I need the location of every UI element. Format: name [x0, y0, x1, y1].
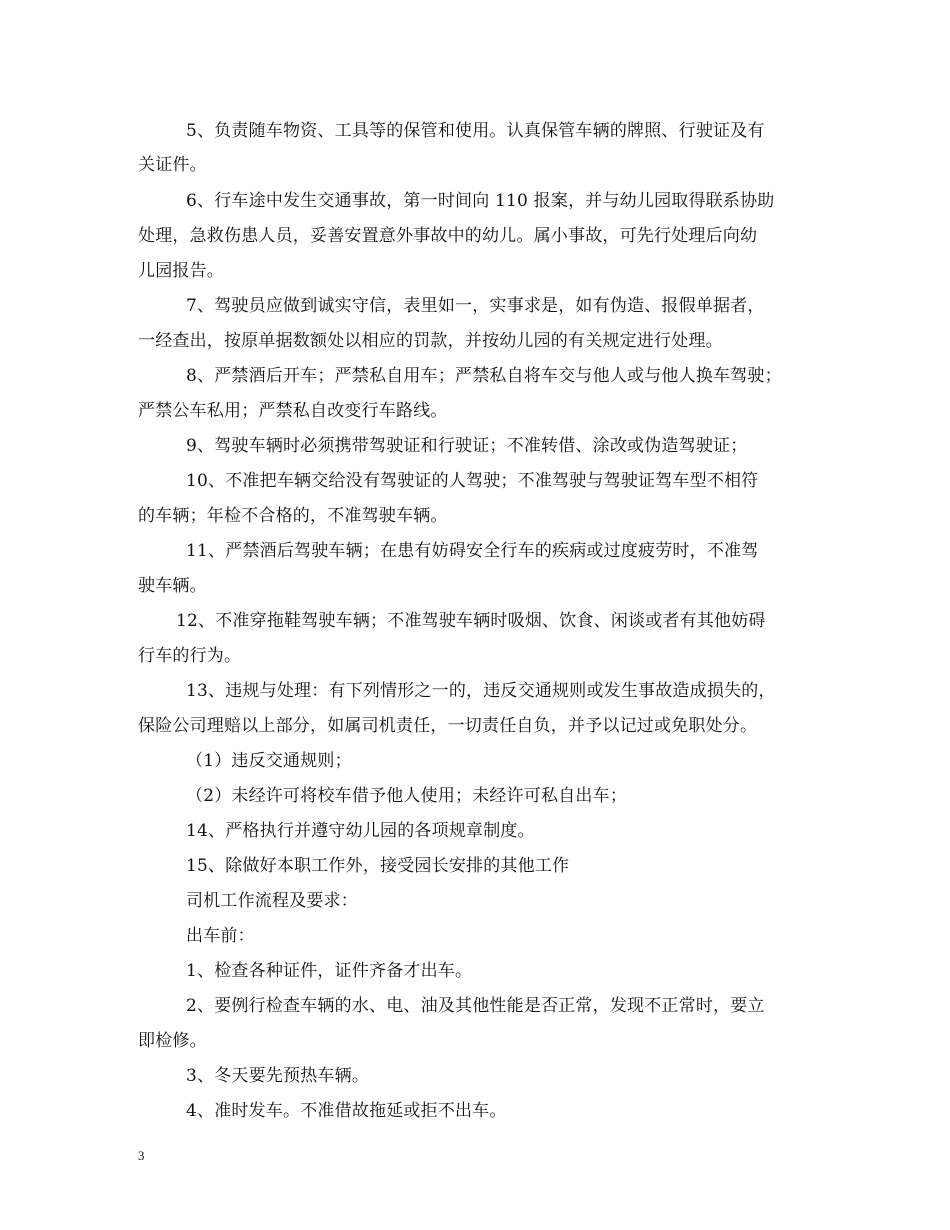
para-11-line-2: 驶车辆。	[138, 576, 207, 596]
page-number: 3	[138, 1148, 145, 1163]
para-12-line-2: 行车的行为。	[138, 646, 242, 666]
para-6-line-1: 6、行车途中发生交通事故，第一时间向 110 报案，并与幼儿园取得联系协助	[186, 191, 775, 211]
para-13-line-2: 保险公司理赔以上部分，如属司机责任，一切责任自负，并予以记过或免职处分。	[138, 716, 758, 736]
section-heading-before-departure: 出车前：	[186, 926, 255, 946]
step-2-line-2: 即检修。	[138, 1031, 207, 1051]
para-8-line-1: 8、严禁酒后开车；严禁私自用车；严禁私自将车交与他人或与他人换车驾驶；	[186, 366, 782, 386]
para-5-line-1: 5、负责随车物资、工具等的保管和使用。认真保管车辆的牌照、行驶证及有	[186, 121, 765, 141]
para-5-line-2: 关证件。	[138, 155, 207, 175]
para-6-line-2: 处理，急救伤患人员，妥善安置意外事故中的幼儿。属小事故，可先行处理后向幼	[138, 226, 758, 246]
step-2-line-1: 2、要例行检查车辆的水、电、油及其他性能是否正常，发现不正常时，要立	[186, 996, 765, 1016]
para-14-line-1: 14、严格执行并遵守幼儿园的各项规章制度。	[186, 821, 535, 841]
para-10-line-2: 的车辆；年检不合格的，不准驾驶车辆。	[138, 506, 448, 526]
para-10-line-1: 10、不准把车辆交给没有驾驶证的人驾驶；不准驾驶与驾驶证驾车型不相符	[186, 471, 759, 491]
para-6-line-3: 儿园报告。	[138, 261, 224, 281]
para-11-line-1: 11、严禁酒后驾驶车辆；在患有妨碍安全行车的疾病或过度疲劳时，不准驾	[186, 541, 759, 561]
para-9-line-1: 9、驾驶车辆时必须携带驾驶证和行驶证；不准转借、涂改或伪造驾驶证；	[186, 436, 748, 456]
para-13-item-1: （1）违反交通规则；	[186, 751, 352, 771]
step-1-line-1: 1、检查各种证件，证件齐备才出车。	[186, 961, 473, 981]
para-8-line-2: 严禁公车私用；严禁私自改变行车路线。	[138, 401, 448, 421]
para-7-line-2: 一经查出，按原单据数额处以相应的罚款，并按幼儿园的有关规定进行处理。	[138, 331, 723, 351]
para-12-line-1: 12、不准穿拖鞋驾驶车辆；不准驾驶车辆时吸烟、饮食、闲谈或者有其他妨碍	[176, 611, 766, 631]
para-13-item-2: （2）未经许可将校车借予他人使用；未经许可私自出车；	[186, 786, 628, 806]
step-4-line-1: 4、准时发车。不准借故拖延或拒不出车。	[186, 1101, 507, 1121]
para-7-line-1: 7、驾驶员应做到诚实守信，表里如一，实事求是，如有伪造、报假单据者，	[186, 296, 765, 316]
section-heading-workflow: 司机工作流程及要求：	[186, 891, 358, 911]
para-13-line-1: 13、违规与处理：有下列情形之一的，违反交通规则或发生事故造成损失的，	[186, 681, 776, 701]
step-3-line-1: 3、冬天要先预热车辆。	[186, 1066, 370, 1086]
para-15-line-1: 15、除做好本职工作外，接受园长安排的其他工作	[186, 856, 570, 876]
